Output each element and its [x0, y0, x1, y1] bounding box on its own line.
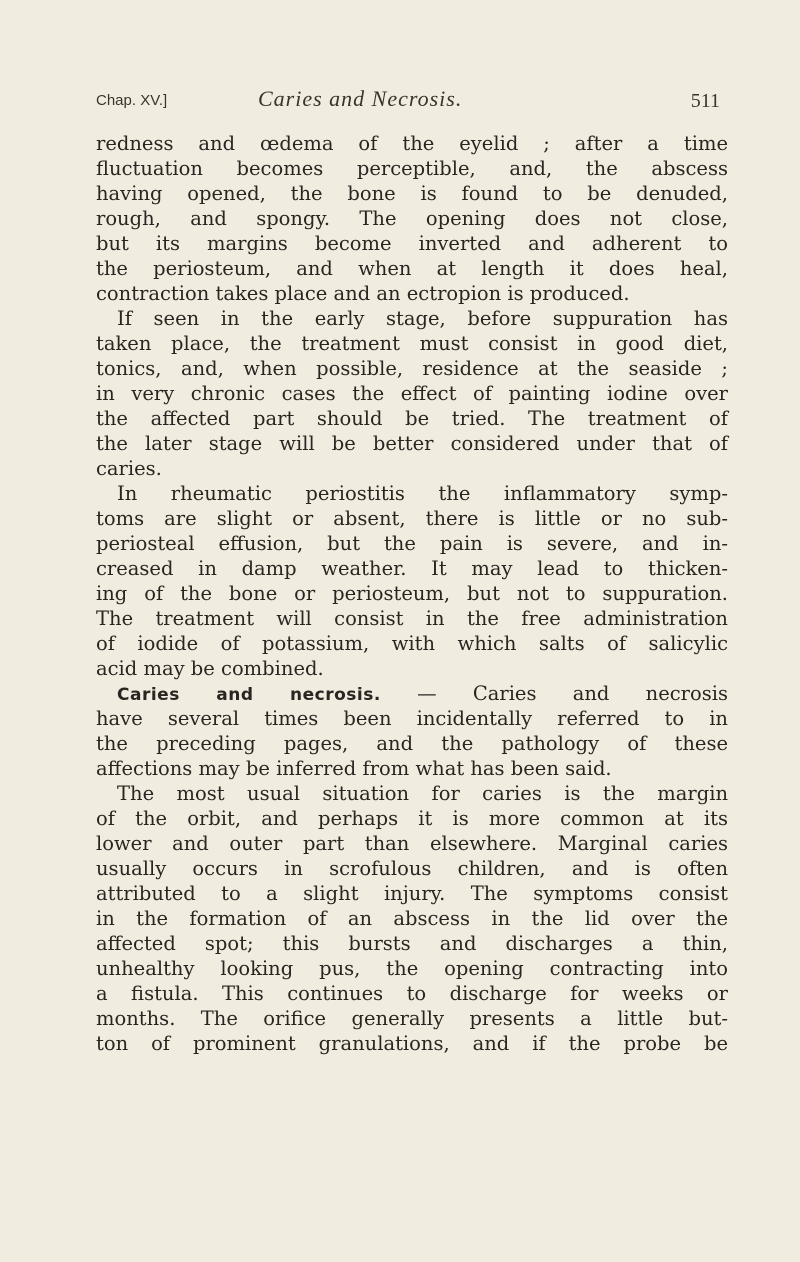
text-line: in the formation of an abscess in the lid over the: [96, 907, 728, 930]
text-line: of iodide of potassium, with which salts of salicylic: [96, 632, 728, 655]
text-line: contraction takes place and an ectropion is produced.: [96, 282, 630, 305]
text-line: usually occurs in scrofulous children, and is often: [96, 857, 728, 880]
text-line: The treatment will consist in the free administration: [96, 607, 728, 630]
text-line: acid may be combined.: [96, 657, 324, 680]
text-line: fluctuation becomes perceptible, and, the abscess: [96, 157, 728, 180]
text-line: attributed to a slight injury. The symptoms consist: [96, 882, 728, 905]
text-line: redness and œdema of the eyelid ; after a time: [96, 132, 728, 155]
text-line: If seen in the early stage, before suppuration has: [117, 307, 728, 330]
text-line: rough, and spongy. The opening does not close,: [96, 207, 728, 230]
text-line: periosteal effusion, but the pain is severe, and in-: [96, 532, 728, 555]
text-line: months. The orifice generally presents a little but-: [96, 1007, 728, 1030]
text-line: having opened, the bone is found to be denuded,: [96, 182, 728, 205]
section-heading: Caries and necrosis.: [117, 685, 381, 705]
running-head: [96, 84, 724, 124]
text-line: the periosteum, and when at length it does heal,: [96, 257, 728, 280]
text-line: lower and outer part than elsewhere. Marginal caries: [96, 832, 728, 855]
page-number: 511: [690, 90, 720, 112]
text-line: tonics, and, when possible, residence at the seaside ;: [96, 357, 728, 380]
text-line: In rheumatic periostitis the inflammatory symp-: [117, 482, 728, 505]
text-line: the affected part should be tried. The treatment of: [96, 407, 728, 430]
text-line: the preceding pages, and the pathology of these: [96, 732, 728, 755]
text-line: unhealthy looking pus, the opening contracting into: [96, 957, 728, 980]
text-line: taken place, the treatment must consist in good diet,: [96, 332, 728, 355]
text-line: toms are slight or absent, there is little or no sub-: [96, 507, 728, 530]
text-line: affections may be inferred from what has been said.: [96, 757, 612, 780]
section-heading-continuation: — Caries and necrosis: [380, 682, 728, 705]
text-line: affected spot; this bursts and discharges a thin,: [96, 932, 728, 955]
text-line: of the orbit, and perhaps it is more common at its: [96, 807, 728, 830]
text-line: but its margins become inverted and adherent to: [96, 232, 728, 255]
text-line: a fistula. This continues to discharge for weeks or: [96, 982, 728, 1005]
running-title: Caries and Necrosis.: [258, 86, 463, 111]
text-line: The most usual situation for caries is the margin: [117, 782, 728, 805]
text-line: the later stage will be better considered under that of: [96, 432, 728, 455]
text-line: caries.: [96, 457, 162, 480]
text-line: have several times been incidentally referred to in: [96, 707, 728, 730]
text-line: creased in damp weather. It may lead to thicken-: [96, 557, 728, 580]
text-line: [96, 681, 728, 706]
chapter-label: Chap. XV.]: [96, 92, 168, 109]
text-line: in very chronic cases the effect of painting iodine over: [96, 382, 728, 405]
text-line: ton of prominent granulations, and if the probe be: [96, 1032, 728, 1055]
text-line: ing of the bone or periosteum, but not to suppuration.: [96, 582, 728, 605]
body-text: [96, 131, 728, 1056]
